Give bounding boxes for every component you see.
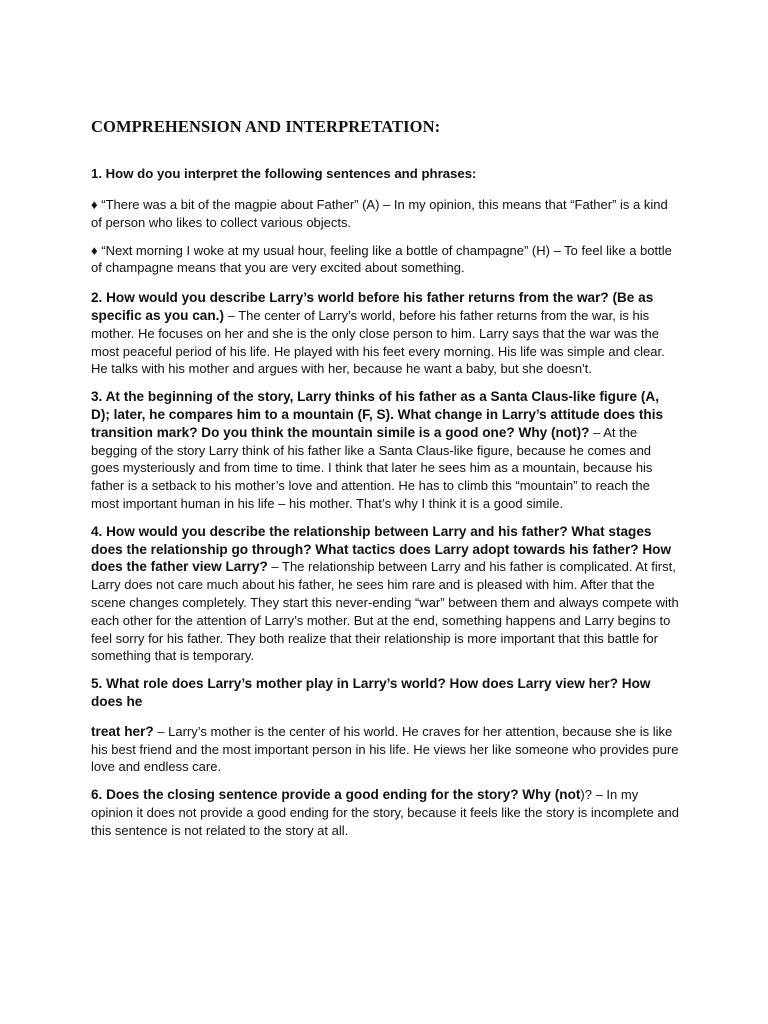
- answer-2: – The center of Larry’s world, before his father returns from the war, is his mother. He focuses on her and she is the only close person to him. Larry says that the war was the most peaceful period of his life. He played with his feet every morning. His life was simple and clear. He talks with his mother and argues with her, because he want a baby, but she doesn't.: [91, 307, 665, 377]
- question-3: 3. At the beginning of the story, Larry thinks of his father as a Santa Claus-like figure (A, D); later, he compares him to a mountain (F, S). What change in Larry’s attitude does this transition mark? Do you think the mountain simile is a good one? Why (not)?: [91, 389, 664, 440]
- question-answer-4: [91, 523, 681, 665]
- question-answer-3: [91, 388, 681, 513]
- question-6: 6. Does the closing sentence provide a good ending for the story? Why (not: [91, 787, 581, 803]
- question-5-part-b: treat her?: [91, 723, 154, 739]
- question-5-first-line: [91, 675, 681, 711]
- answer-4: – The relationship between Larry and his father is complicated. At first, Larry does not care much about his father, he sees him rare and is pleased with him. After that the scene changes completely. They start this never-ending “war” between them and always compete with each other for the attention of Larry’s mother. But at the end, something happens and Larry begins to feel sorry for his father. They both realize that their relationship is more important that this battle for something that is temporary.: [91, 559, 679, 664]
- question-4: 4. How would you describe the relationship between Larry and his father? What stages does the relationship go through? What tactics does Larry adopt towards his father? How does the father view Larry?: [91, 523, 672, 575]
- question-5-part-a: 5. What role does Larry’s mother play in Larry’s world? How does Larry view her? How does he: [91, 676, 651, 709]
- answer-5: – Larry’s mother is the center of his world. He craves for her attention, because she is like his best friend and the most important person in his life. He views her like someone who provides pure love and endless care.: [91, 723, 679, 775]
- answer-3: – At the begging of the story Larry think of his father like a Santa Claus-like figure, because he comes and goes mysteriously and from time to time. I think that later he sees him as a mountain, because his father is a setback to his mother’s love and attention. He has to climb this “mountain” to reach the most important human in his life – his mother. That’s why I think it is a good simile.: [91, 424, 653, 511]
- question-answer-2: [91, 289, 681, 378]
- bullet-answer-a: ♦ “There was a bit of the magpie about Father” (A) – In my opinion, this means that “Father” is a kind of person who likes to collect various objects.: [91, 197, 668, 230]
- bullet-answer-h: ♦ “Next morning I woke at my usual hour, feeling like a bottle of champagne” (H) – To feel like a bottle of champagne means that you are very excited about something.: [91, 242, 672, 276]
- question-1: 1. How do you interpret the following sentences and phrases:: [91, 166, 477, 181]
- page-heading: COMPREHENSION AND INTERPRETATION:: [91, 117, 441, 136]
- answer-6: )? – In my opinion it does not provide a good ending for the story, because it feels like the story is incomplete and this sentence is not related to the story at all.: [91, 787, 680, 838]
- question-answer-5: [91, 723, 681, 776]
- question-2: 2. How would you describe Larry’s world before his father returns from the war? (Be as specific as you can.): [91, 290, 654, 323]
- question-answer-6: [91, 786, 681, 839]
- document-body: [91, 117, 681, 850]
